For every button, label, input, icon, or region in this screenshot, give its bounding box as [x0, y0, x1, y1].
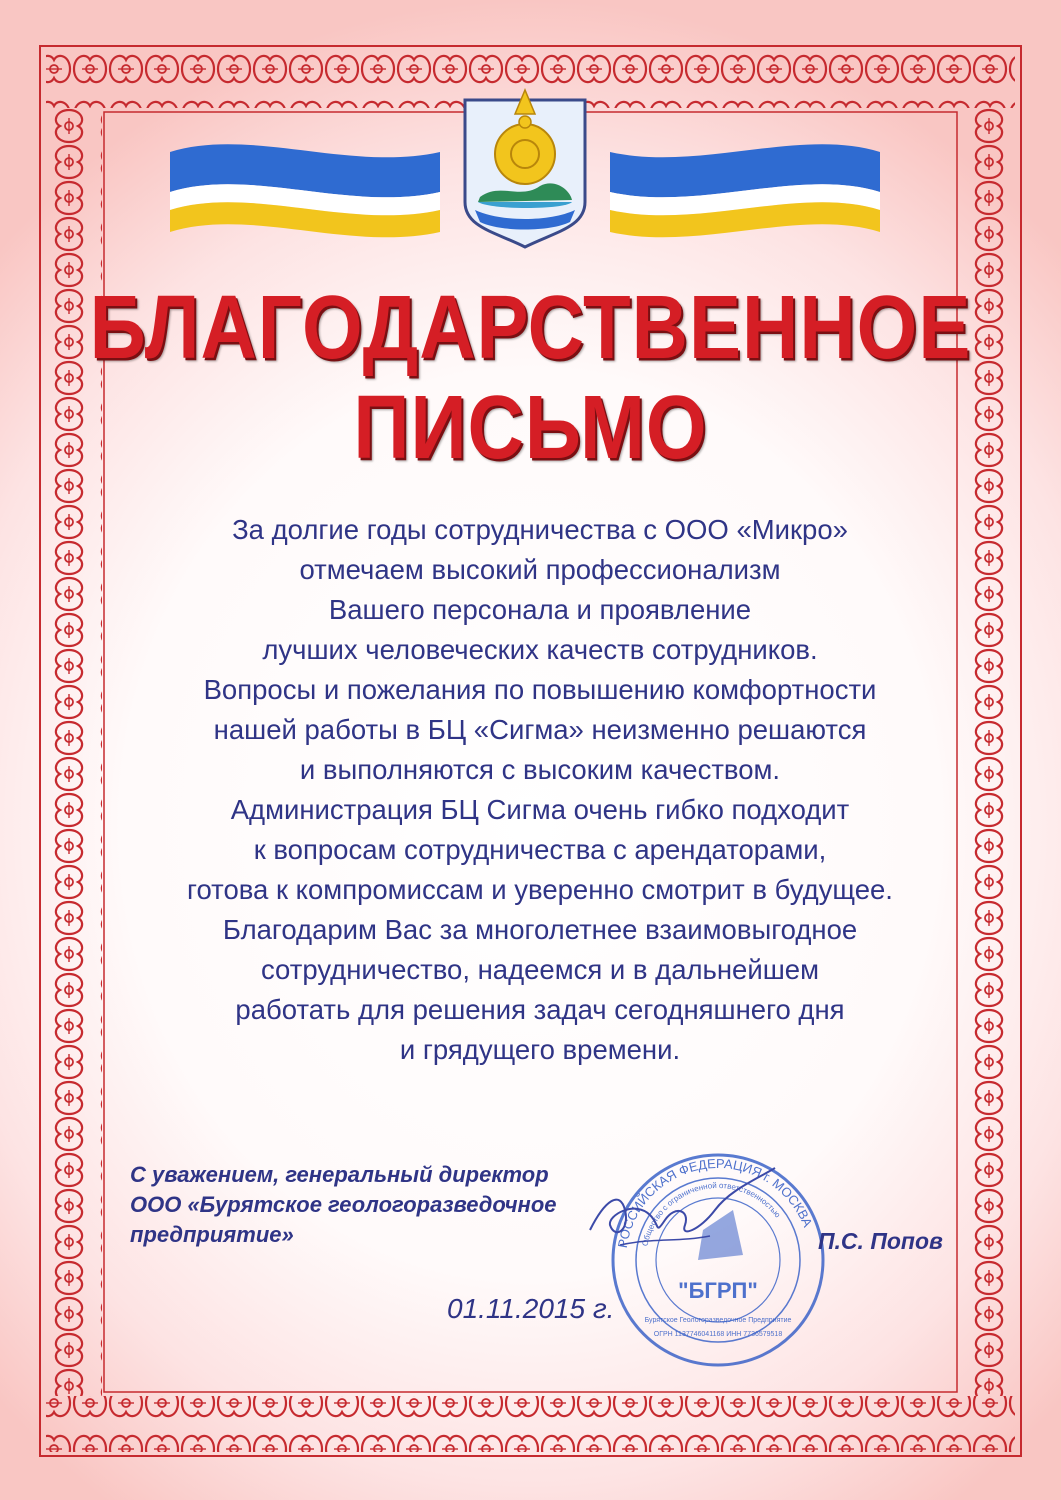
- body-line: лучших человеческих качеств сотрудников.: [262, 634, 818, 665]
- signature-line3: предприятие»: [130, 1222, 294, 1247]
- stamp-company: Бурятское Геологоразведочное Предприятие: [644, 1317, 792, 1324]
- body-line: готова к компромиссам и уверенно смотрит в будущее.: [187, 874, 893, 905]
- stamp-outer-text: РОССИЙСКАЯ ФЕДЕРАЦИЯ г. МОСКВА: [614, 1155, 816, 1249]
- border-bottom: [46, 1396, 1015, 1452]
- signature-block: [130, 1160, 557, 1250]
- letter-date: 01.11.2015 г.: [447, 1293, 615, 1324]
- body-line: Вопросы и пожелания по повышению комфортности: [203, 674, 877, 705]
- title-line2: ПИСЬМО: [353, 376, 708, 478]
- signature-line1: С уважением, генеральный директор: [130, 1162, 549, 1187]
- letter-body: [130, 510, 950, 1070]
- handwritten-signature: [580, 1160, 783, 1260]
- title-line1: БЛАГОДАРСТВЕННОЕ: [89, 276, 972, 378]
- body-line: За долгие годы сотрудничества с ООО «Микро»: [232, 514, 848, 545]
- body-line: Благодарим Вас за многолетнее взаимовыгодное: [222, 914, 858, 945]
- body-line: Администрация БЦ Сигма очень гибко подходит: [230, 794, 850, 825]
- stamp-center: "БГРП": [678, 1278, 758, 1303]
- body-line: и выполняются с высоким качеством.: [299, 754, 781, 785]
- body-line: и грядущего времени.: [399, 1034, 681, 1065]
- stamp-inner-text: Общество с ограниченной ответственностью: [640, 1180, 783, 1248]
- body-line: отмечаем высокий профессионализм: [299, 554, 781, 585]
- body-line: работать для решения задач сегодняшнего дня: [235, 994, 845, 1025]
- buryatia-coat-of-arms-icon: [160, 82, 890, 252]
- stamp-ogrn-inn: ОГРН 1137746041168 ИНН 7736579518: [653, 1331, 783, 1338]
- body-line: нашей работы в БЦ «Сигма» неизменно решаются: [213, 714, 867, 745]
- body-line: Вашего персонала и проявление: [328, 594, 752, 625]
- director-name: П.С. Попов: [818, 1228, 943, 1254]
- signature-line2: ООО «Бурятское геологоразведочное: [130, 1192, 557, 1217]
- body-line: к вопросам сотрудничества с арендаторами,: [253, 834, 827, 865]
- body-line: сотрудничество, надеемся и в дальнейшем: [261, 954, 819, 985]
